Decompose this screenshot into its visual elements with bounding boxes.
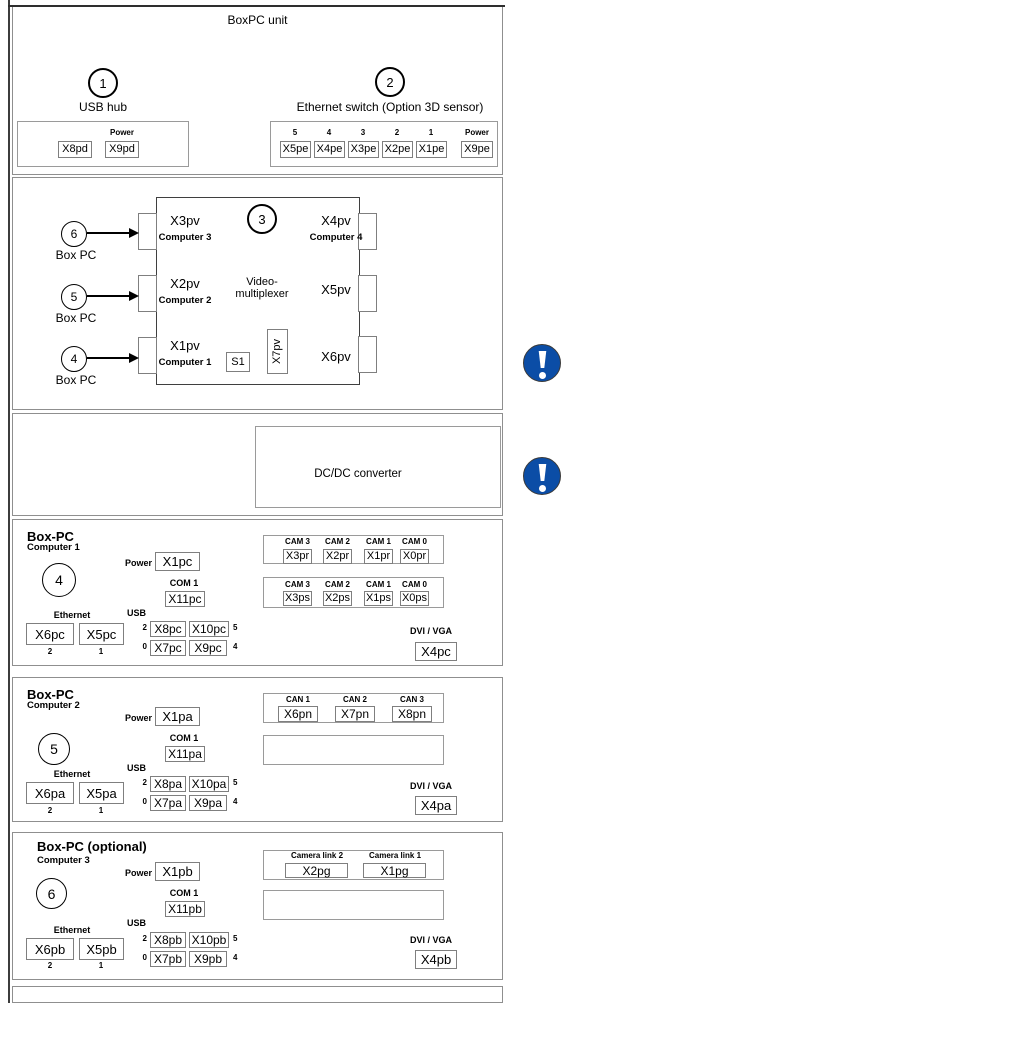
connector-x4pb: X4pb	[415, 950, 457, 969]
computer3-ethernet-label: Ethernet	[53, 925, 91, 935]
ethernet-switch-label: Ethernet switch (Option 3D sensor)	[296, 100, 484, 114]
cam2-label-g1: CAM 2	[325, 537, 350, 546]
callout-1: 1	[88, 68, 118, 98]
connector-x10pc: X10pc	[189, 621, 229, 637]
connector-x9pb: X9pb	[189, 951, 227, 967]
arrow-line-3	[87, 357, 129, 359]
mux-port-x5pv: X5pv	[321, 282, 351, 297]
connector-x10pa: X10pa	[189, 776, 229, 792]
computer3-dvi-label: DVI / VGA	[409, 935, 452, 945]
connector-x4pa: X4pa	[415, 796, 457, 815]
connector-x2ps: X2ps	[324, 592, 351, 604]
connector-x5pb: X5pb	[79, 938, 124, 960]
connector-x11pc: X11pc	[165, 591, 205, 607]
cam0-label-g2: CAM 0	[402, 580, 427, 589]
connector-x1pb: X1pb	[155, 862, 200, 881]
connector-x5pc: X5pc	[79, 623, 124, 645]
callout-6-computer3: 6	[36, 878, 67, 909]
computer2-usb2-number: 2	[142, 778, 147, 787]
connector-x9pc: X9pc	[189, 640, 227, 656]
mux-input-stub-2	[138, 275, 157, 312]
box-pc-label-1: Box PC	[55, 248, 97, 262]
computer1-title: Box-PC	[27, 529, 74, 544]
switch-port3-number: 3	[360, 128, 366, 137]
computer3-usb2-number: 2	[142, 934, 147, 943]
connector-x1pa: X1pa	[155, 707, 200, 726]
computer3-usb0-number: 0	[142, 953, 147, 962]
connector-x3pe: X3pe	[348, 141, 379, 158]
computer1-usb2-number: 2	[142, 623, 147, 632]
computer2-title: Box-PC	[27, 687, 74, 702]
connector-x2pg: X2pg	[285, 863, 348, 878]
mux-port-x4pv-computer: Computer 4	[309, 232, 363, 243]
computer2-ethernet2-number: 2	[47, 806, 53, 815]
arrow-line-2	[87, 295, 129, 297]
arrow-head-3	[129, 353, 139, 363]
connector-x8pn: X8pn	[392, 706, 432, 722]
cameralink2-label: Camera link 2	[290, 851, 344, 860]
connector-x7pn: X7pn	[335, 706, 375, 722]
computer2-usb4-number: 4	[233, 797, 238, 806]
computer3-com-label: COM 1	[169, 888, 199, 898]
can1-label: CAN 1	[285, 695, 310, 704]
computer3-empty-group	[263, 890, 444, 920]
mux-port-x6pv: X6pv	[321, 349, 351, 364]
video-multiplexer-label-line1: Video-	[246, 276, 278, 288]
callout-5-computer2: 5	[38, 733, 70, 765]
mux-port-x3pv: X3pv	[170, 213, 200, 228]
switch-s1-box: S1	[226, 352, 250, 372]
callout-3: 3	[247, 204, 277, 234]
switch-port4-number: 4	[326, 128, 332, 137]
computer3-ethernet1-number: 1	[98, 961, 104, 970]
connector-x3pr: X3pr	[283, 549, 312, 564]
cam1-label-g1: CAM 1	[366, 537, 391, 546]
mux-port-x3pv-computer: Computer 3	[158, 232, 212, 243]
connector-x6pn: X6pn	[278, 706, 318, 722]
connector-x1pg: X1pg	[363, 863, 426, 878]
connector-x11pb: X11pb	[165, 901, 205, 917]
connector-x0pr: X0pr	[400, 549, 429, 564]
usb-hub-power-label: Power	[109, 128, 134, 137]
computer1-ethernet1-number: 1	[98, 647, 104, 656]
connector-x6pc: X6pc	[26, 623, 74, 645]
computer1-subtitle: Computer 1	[27, 542, 80, 553]
callout-4-computer1: 4	[42, 563, 76, 597]
computer1-power-label: Power	[124, 558, 152, 568]
connector-x8pd: X8pd	[58, 141, 92, 158]
connector-x9pe: X9pe	[461, 141, 493, 158]
connector-x8pb: X8pb	[150, 932, 186, 948]
connector-x0ps: X0ps	[401, 592, 428, 604]
section-bottom-strip	[12, 986, 503, 1003]
connector-x9pd: X9pd	[105, 141, 139, 158]
connector-x7pb: X7pb	[150, 951, 186, 967]
usb-hub-box	[17, 121, 189, 167]
connector-x5pe: X5pe	[280, 141, 311, 158]
callout-4-mux: 4	[61, 346, 87, 372]
switch-port5-number: 5	[292, 128, 298, 137]
mux-port-x1pv-computer: Computer 1	[158, 357, 212, 368]
connector-x11pa: X11pa	[165, 746, 205, 762]
computer1-usb0-number: 0	[142, 642, 147, 651]
mux-input-stub-3	[138, 337, 157, 374]
computer2-usb5-number: 5	[233, 778, 238, 787]
connector-x4pe: X4pe	[314, 141, 345, 158]
computer2-usb0-number: 0	[142, 797, 147, 806]
connector-x10pb: X10pb	[189, 932, 229, 948]
connector-x1pr: X1pr	[364, 549, 393, 564]
computer2-power-label: Power	[124, 713, 152, 723]
mux-port-x2pv-computer: Computer 2	[158, 295, 212, 306]
connector-x8pa: X8pa	[150, 776, 186, 792]
connector-x2pe: X2pe	[382, 141, 413, 158]
connector-x7pc: X7pc	[150, 640, 186, 656]
can2-label: CAN 2	[342, 695, 367, 704]
exclamation-dot-1	[539, 372, 546, 379]
connector-x6pb: X6pb	[26, 938, 74, 960]
mux-port-x4pv: X4pv	[321, 213, 351, 228]
computer1-ethernet-label: Ethernet	[53, 610, 91, 620]
computer2-ethernet1-number: 1	[98, 806, 104, 815]
callout-5-mux: 5	[61, 284, 87, 310]
cam1-label-g2: CAM 1	[366, 580, 391, 589]
computer2-com-label: COM 1	[169, 733, 199, 743]
computer2-ethernet-label: Ethernet	[53, 769, 91, 779]
connector-x4pc: X4pc	[415, 642, 457, 661]
switch-port1-number: 1	[428, 128, 434, 137]
cam0-label-g1: CAM 0	[402, 537, 427, 546]
connector-x5pa: X5pa	[79, 782, 124, 804]
mux-port-x2pv: X2pv	[170, 276, 200, 291]
dcdc-converter-box	[255, 426, 501, 508]
video-multiplexer-label-line2: multiplexer	[235, 288, 289, 300]
computer1-usb5-number: 5	[233, 623, 238, 632]
arrow-line-1	[87, 232, 129, 234]
computer2-empty-group	[263, 735, 444, 765]
computer3-power-label: Power	[124, 868, 152, 878]
computer3-usb5-number: 5	[233, 934, 238, 943]
connector-x7pv	[267, 329, 288, 374]
connector-x7pa: X7pa	[150, 795, 186, 811]
computer3-title: Box-PC (optional)	[37, 839, 147, 854]
connector-x1pc: X1pc	[155, 552, 200, 571]
computer2-dvi-label: DVI / VGA	[409, 781, 452, 791]
connector-x1pe: X1pe	[416, 141, 447, 158]
computer1-com-label: COM 1	[169, 578, 199, 588]
computer3-subtitle: Computer 3	[37, 855, 90, 866]
cam3-label-g1: CAM 3	[285, 537, 310, 546]
mux-port-x1pv: X1pv	[170, 338, 200, 353]
arrow-head-1	[129, 228, 139, 238]
box-pc-label-3: Box PC	[55, 373, 97, 387]
box-pc-label-2: Box PC	[55, 311, 97, 325]
connector-x8pc: X8pc	[150, 621, 186, 637]
diagram-title: BoxPC unit	[227, 13, 288, 27]
computer1-dvi-label: DVI / VGA	[409, 626, 452, 636]
computer1-ethernet2-number: 2	[47, 647, 53, 656]
exclamation-bar-1	[538, 351, 547, 368]
cam2-label-g2: CAM 2	[325, 580, 350, 589]
switch-port2-number: 2	[394, 128, 400, 137]
exclamation-dot-2	[539, 485, 546, 492]
mandatory-note-icon-1	[523, 344, 561, 382]
video-multiplexer-label	[222, 276, 302, 300]
callout-6-mux: 6	[61, 221, 87, 247]
computer2-subtitle: Computer 2	[27, 700, 80, 711]
arrow-head-2	[129, 291, 139, 301]
callout-2: 2	[375, 67, 405, 97]
computer2-usb-label: USB	[127, 763, 147, 773]
computer3-usb4-number: 4	[233, 953, 238, 962]
connector-x7pv-label: X7pv	[271, 338, 284, 365]
connector-x3ps: X3ps	[284, 592, 311, 604]
outer-top-border	[8, 5, 505, 7]
computer1-usb-label: USB	[127, 608, 147, 618]
mandatory-note-icon-2	[523, 457, 561, 495]
cam3-label-g2: CAM 3	[285, 580, 310, 589]
computer3-usb-label: USB	[127, 918, 147, 928]
connector-x1ps: X1ps	[365, 592, 392, 604]
cameralink1-label: Camera link 1	[368, 851, 422, 860]
computer3-ethernet2-number: 2	[47, 961, 53, 970]
switch-power-label: Power	[464, 128, 489, 137]
connector-x6pa: X6pa	[26, 782, 74, 804]
outer-left-border	[8, 0, 10, 1003]
dcdc-converter-label: DC/DC converter	[314, 468, 402, 480]
computer1-usb4-number: 4	[233, 642, 238, 651]
exclamation-bar-2	[538, 464, 547, 481]
connector-x2pr: X2pr	[323, 549, 352, 564]
mux-input-stub-1	[138, 213, 157, 250]
connector-x9pa: X9pa	[189, 795, 227, 811]
can3-label: CAN 3	[399, 695, 424, 704]
usb-hub-label: USB hub	[78, 100, 128, 114]
